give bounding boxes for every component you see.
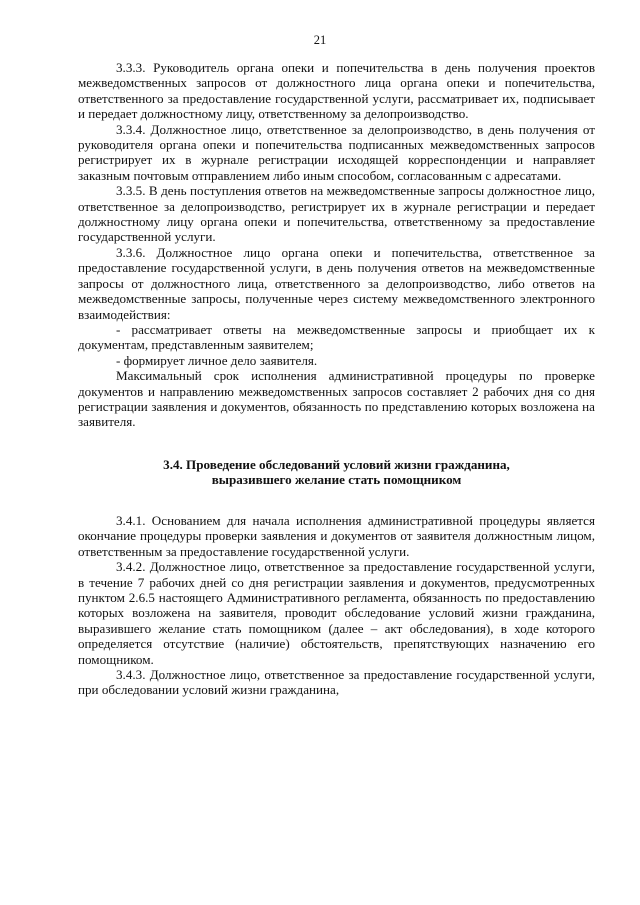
paragraph-3-4-1: 3.4.1. Основанием для начала исполнения административной процедуры является окончание процедуры проверки заявления и документов от заявителя должностным лицом, ответственным за предоставление государственной услуги. — [78, 512, 595, 559]
section-heading-3-4 — [78, 457, 595, 488]
section-heading-line-2: выразившего желание стать помощником — [211, 472, 462, 488]
paragraph-3-4-3: 3.4.3. Должностное лицо, ответственное за предоставление государственной услуги, при обследовании условий жизни гражданина, — [78, 667, 595, 698]
list-item-review-responses: - рассматривает ответы на межведомственные запросы и приобщает их к документам, представленным заявителем; — [78, 321, 595, 353]
paragraph-3-3-5: 3.3.5. В день поступления ответов на межведомственные запросы должностное лицо, ответственное за делопроизводство, регистрирует их в журнале регистрации и передает должностному лицу органа опеки и попечительства, ответственному за предоставление государственной услуги. — [78, 183, 595, 245]
paragraph-3-3-4: 3.3.4. Должностное лицо, ответственное за делопроизводство, в день получения от руководителя органа опеки и попечительства подписанных межведомственных запросов регистрирует их в журнале регистрации исходящей корреспонденции и направляет заказным почтовым отправлением либо иным способом, согласованным с адресатами. — [78, 121, 595, 183]
paragraph-3-3-6: 3.3.6. Должностное лицо органа опеки и попечительства, ответственное за предоставление государственной услуги, в день получения ответов на межведомственные запросы от должностного лица, ответственного за делопроизводство, либо ответов на межведомственные запросы, полученные через систему межведомственного электронного взаимодействия: — [78, 244, 595, 322]
page-number: 21 — [313, 33, 327, 47]
paragraph-3-4-2: 3.4.2. Должностное лицо, ответственное за предоставление государственной услуги, в течение 7 рабочих дней со дня регистрации заявления и документов, предусмотренных пунктом 2.6.5 настоящего Административного регламента, обязанность по предоставлению которых возложена на заявителя, проводит обследование условий жизни гражданина, выразившего желание стать помощником (далее – акт обследования), в ходе которого определяется отсутствие (наличие) обстоятельств, препятствующих назначению его помощником. — [78, 559, 595, 667]
section-heading-line-1: 3.4. Проведение обследований условий жизни гражданина, — [163, 456, 510, 472]
paragraph-max-term: Максимальный срок исполнения административной процедуры по проверке документов и направлению межведомственных запросов составляет 2 рабочих дня со дня регистрации заявления и документов, обязанность по представлению которых возложена на заявителя. — [78, 368, 595, 430]
paragraph-3-3-3: 3.3.3. Руководитель органа опеки и попечительства в день получения проектов межведомственных запросов от должностного лица органа опеки и попечительства, ответственного за предоставление государственной услуги, рассматривает их, подписывает и передает должностному лицу, ответственному за делопроизводство. — [78, 60, 595, 122]
list-item-form-personal-file: - формирует личное дело заявителя. — [116, 352, 318, 368]
document-body — [78, 60, 595, 698]
